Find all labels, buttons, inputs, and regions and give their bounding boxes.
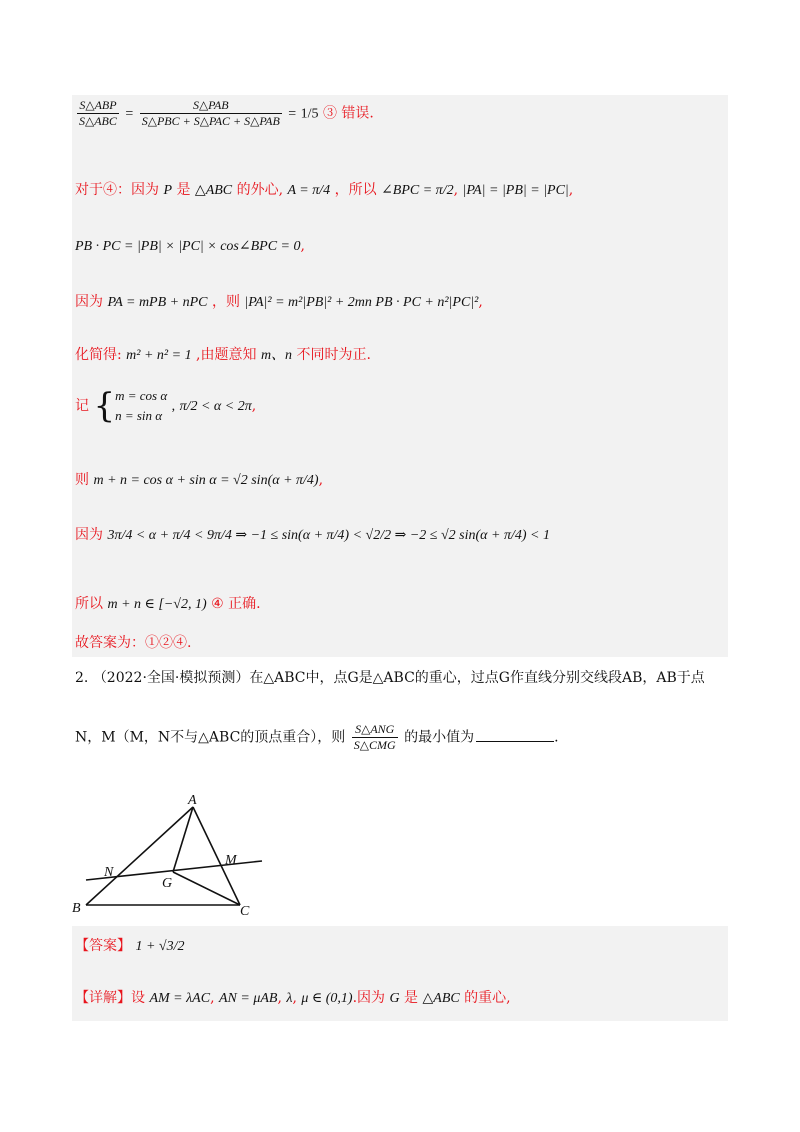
label-G: G: [162, 876, 173, 891]
side-AB: [86, 807, 193, 905]
answer-value: 1 + √3/2: [135, 939, 185, 954]
verdict-4: ④ 正确.: [211, 596, 261, 612]
problem-number: 2.: [75, 670, 89, 686]
detail-tag: 【详解】: [75, 990, 131, 1006]
substitution-line: 记 {m = cos α n = sin α , π/2 < α < 2π,: [75, 386, 257, 426]
segment-GC: [173, 872, 240, 905]
label-N: N: [104, 865, 114, 880]
problem-text-2: N，M（M，N不与△ABC的顶点重合），则: [75, 729, 346, 746]
triangle-figure: [70, 790, 280, 920]
answer-blank: [476, 741, 554, 742]
sum-line: 则 m + n = cos α + sin α = √2 sin(α + π/4),: [75, 472, 324, 488]
problem-2-line2: N，M（M，N不与△ABC的顶点重合），则 $\frac{\text{S△ANG}}{\text{S△CMG}}$ 的最小值为 .: [75, 722, 559, 752]
problem-2-line1: [75, 667, 705, 687]
vector-decomposition-line: 因为 PA = mPB + nPC ，则 |PA|² = m²|PB|² + 2mn PB · PC + n²|PC|²,: [75, 294, 483, 310]
label-C: C: [240, 904, 250, 919]
question-ratio-denominator: S△CMG: [353, 738, 396, 752]
ratio-mid-numerator: S△PAB: [140, 98, 282, 114]
ratio-value: 1/5: [300, 106, 319, 122]
range-line: 因为 3π/4 < α + π/4 < 9π/4 ⇒ −1 ≤ sin(α + π/4) < √2/2 ⇒ −2 ≤ √2 sin(α + π/4) < 1: [75, 527, 550, 543]
ratio-denominator: S△ABC: [79, 114, 117, 128]
ratio-numerator: S△ABP: [77, 98, 119, 114]
dot-product-line: PB · PC = |PB| × |PC| × cos∠BPC = 0,: [75, 238, 305, 254]
detail-line: 【详解】设 AM = λAC, AN = μAB, λ, μ ∈ (0,1).因为 G 是 △ABC 的重心,: [75, 990, 511, 1006]
answer-line: [75, 936, 184, 957]
final-answer-line: 故答案为：①②④.: [75, 635, 192, 651]
answer-tag: 【答案】: [75, 938, 131, 954]
problem-text-1: 在△ABC中，点G是△ABC的重心，过点G作直线分别交线段AB，AB于点: [249, 670, 705, 686]
question-ratio-numerator: S△ANG: [352, 722, 398, 738]
area-ratio-line: $\frac{\text{S△ABP}}{\text{S△ABC}}$ = $\frac{\text{S△PAB}}{\text{S△PBC + S△PAC + S△PAB}}$ = 1/5 ③ 错误.: [79, 98, 374, 128]
label-A: A: [188, 793, 197, 808]
label-B: B: [72, 901, 81, 916]
ratio-mid-denominator: S△PBC + S△PAC + S△PAB: [141, 114, 280, 128]
conclusion-line: 所以 m + n ∈ [−√2, 1) ④ 正确.: [75, 596, 261, 612]
case-4-line: 对于④：因为 P 是 △ABC 的外心, A = π/4 ，所以 ∠BPC = π/2, |PA| = |PB| = |PC|,: [75, 182, 574, 198]
problem-source: （2022·全国·模拟预测）: [92, 670, 250, 686]
verdict-3: ③ 错误.: [322, 105, 374, 122]
label-M: M: [225, 853, 237, 868]
simplify-line: 化简得: m² + n² = 1 ,由题意知 m、n 不同时为正.: [75, 347, 371, 363]
